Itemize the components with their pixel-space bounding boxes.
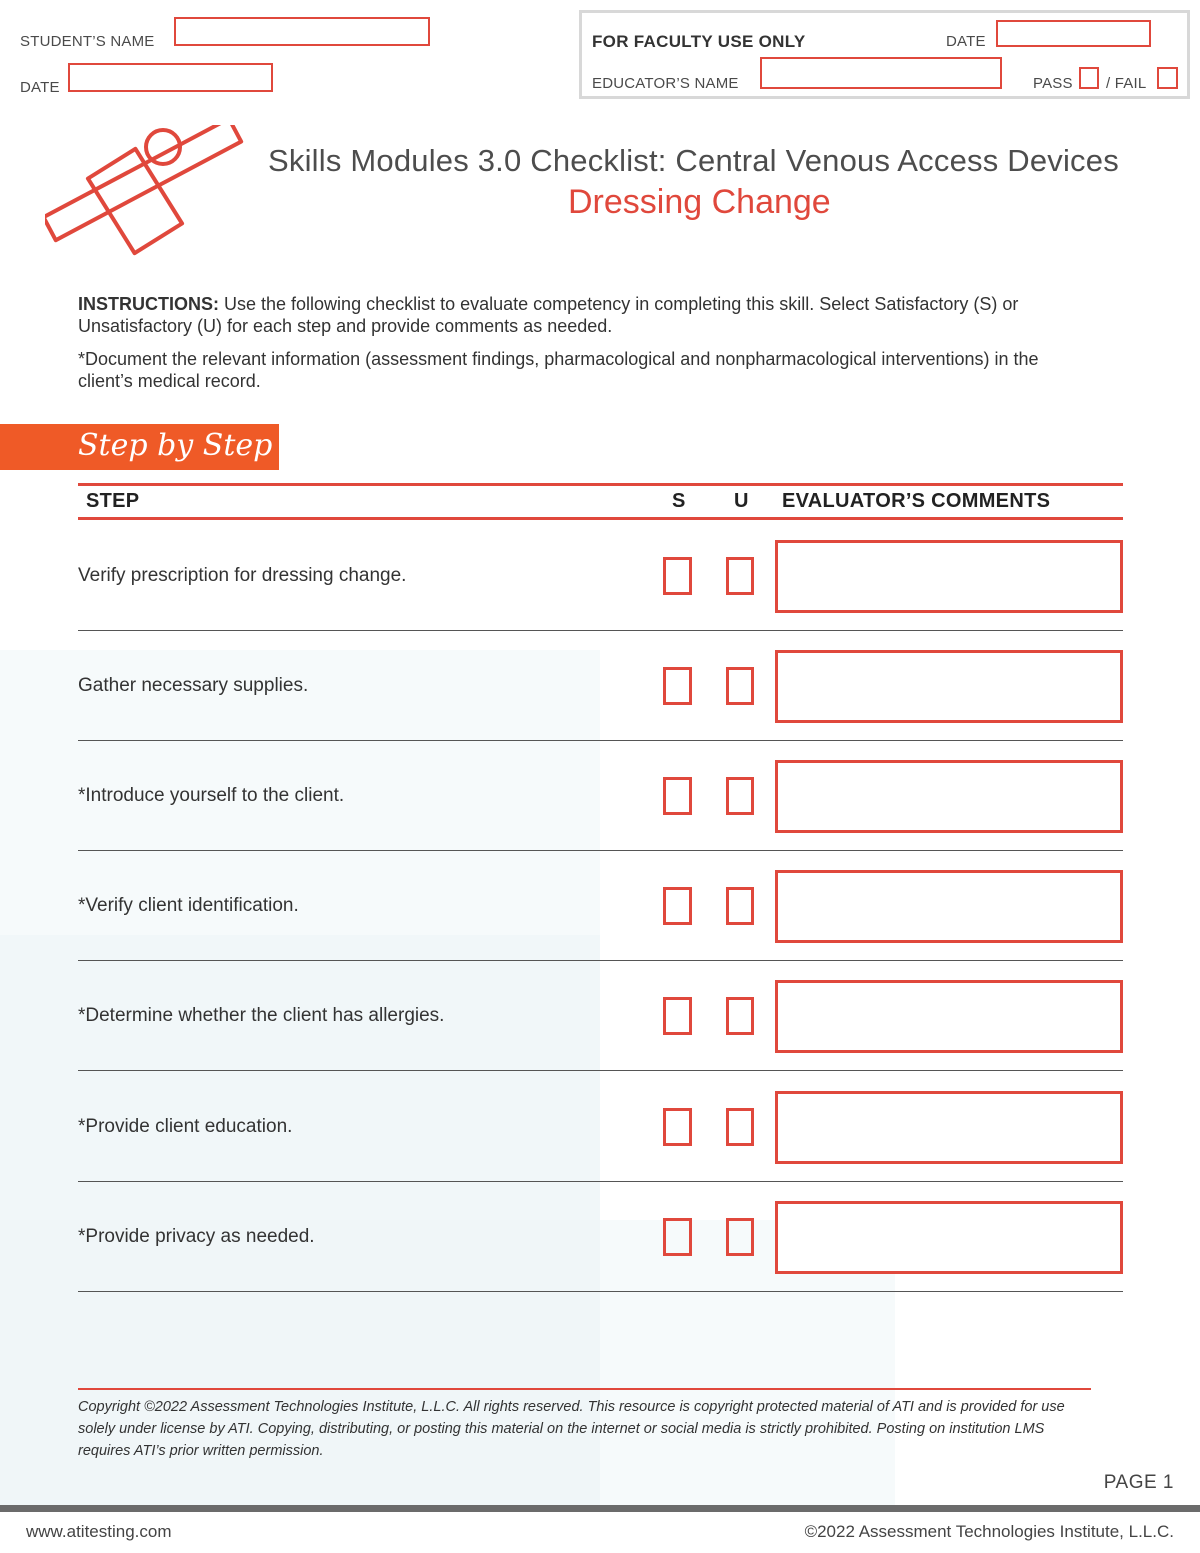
unsatisfactory-checkbox[interactable] xyxy=(726,997,754,1035)
step-text: *Verify client identification. xyxy=(78,895,299,916)
satisfactory-checkbox[interactable] xyxy=(663,1108,692,1146)
table-row xyxy=(78,741,1123,851)
satisfactory-checkbox[interactable] xyxy=(663,1218,692,1256)
step-column-header: STEP xyxy=(86,490,140,512)
student-name-label: STUDENT’S NAME xyxy=(20,33,155,50)
table-row xyxy=(78,961,1123,1071)
step-text: Gather necessary supplies. xyxy=(78,675,309,696)
step-text: *Provide client education. xyxy=(78,1116,293,1137)
evaluator-comments-field[interactable] xyxy=(775,1091,1123,1164)
educator-name-field[interactable] xyxy=(760,57,1002,89)
satisfactory-checkbox[interactable] xyxy=(663,777,692,815)
fail-checkbox[interactable] xyxy=(1157,67,1178,89)
page-title: Skills Modules 3.0 Checklist: Central Venous Access Devices xyxy=(268,143,1119,178)
instructions xyxy=(78,293,1068,337)
unsatisfactory-checkbox[interactable] xyxy=(726,777,754,815)
faculty-date-label: DATE xyxy=(946,33,986,50)
unsatisfactory-checkbox[interactable] xyxy=(726,557,754,595)
faculty-title: FOR FACULTY USE ONLY xyxy=(592,32,806,51)
table-row xyxy=(78,1072,1123,1182)
satisfactory-checkbox[interactable] xyxy=(663,997,692,1035)
satisfactory-checkbox[interactable] xyxy=(663,557,692,595)
page-subtitle: Dressing Change xyxy=(568,183,831,221)
row-divider xyxy=(78,1291,1123,1292)
row-divider xyxy=(78,1070,1123,1071)
footer-bar xyxy=(0,1505,1200,1512)
faculty-date-field[interactable] xyxy=(996,20,1151,47)
student-date-field[interactable] xyxy=(68,63,273,92)
table-row xyxy=(78,521,1123,631)
educator-name-label: EDUCATOR’S NAME xyxy=(592,75,739,92)
banner-label: Step by Step xyxy=(78,428,273,463)
step-text: Verify prescription for dressing change. xyxy=(78,565,407,586)
satisfactory-checkbox[interactable] xyxy=(663,667,692,705)
pass-checkbox[interactable] xyxy=(1079,67,1099,89)
student-date-label: DATE xyxy=(20,79,60,96)
step-text: *Provide privacy as needed. xyxy=(78,1226,315,1247)
copyright-notice: Copyright ©2022 Assessment Technologies Institute, L.L.C. All rights reserved. This resource is copyright protected material of ATI and is provided for use solely under license by ATI. Copying, distributing, or posting this material on the internet or social media is strictly prohibited. Posting on institution LMS requires ATI’s prior written permission. xyxy=(78,1399,1065,1459)
copyright-rule xyxy=(78,1388,1091,1390)
table-header-bottom-rule xyxy=(78,517,1123,520)
student-name-field[interactable] xyxy=(174,17,430,46)
evaluator-comments-field[interactable] xyxy=(775,540,1123,613)
evaluator-comments-field[interactable] xyxy=(775,760,1123,833)
step-text: *Introduce yourself to the client. xyxy=(78,785,345,806)
step-by-step-banner xyxy=(0,424,279,470)
website-link[interactable]: www.atitesting.com xyxy=(26,1522,172,1541)
table-row xyxy=(78,1182,1123,1292)
unsatisfactory-checkbox[interactable] xyxy=(726,1218,754,1256)
table-header-top-rule xyxy=(78,483,1123,486)
evaluator-comments-field[interactable] xyxy=(775,870,1123,943)
instructions-label: INSTRUCTIONS: xyxy=(78,294,219,314)
pass-label: PASS xyxy=(1033,75,1073,92)
evaluator-comments-field[interactable] xyxy=(775,650,1123,723)
unsatisfactory-checkbox[interactable] xyxy=(726,887,754,925)
comments-column-header: EVALUATOR’S COMMENTS xyxy=(782,490,1051,512)
fail-label: / FAIL xyxy=(1106,75,1147,92)
instructions-text: Use the following checklist to evaluate competency in completing this skill. Select Satisfactory (S) or Unsatisfactory (U) for each step and provide comments as needed. xyxy=(78,294,1019,336)
satisfactory-checkbox[interactable] xyxy=(663,887,692,925)
footer-copyright: ©2022 Assessment Technologies Institute, L.L.C. xyxy=(804,1522,1174,1541)
evaluator-comments-field[interactable] xyxy=(775,1201,1123,1274)
table-row xyxy=(78,851,1123,961)
step-text: *Determine whether the client has allergies. xyxy=(78,1005,445,1026)
s-column-header: S xyxy=(672,490,686,512)
u-column-header: U xyxy=(734,490,749,512)
documentation-note: *Document the relevant information (assessment findings, pharmacological and nonpharmacological interventions) in the client’s medical record. xyxy=(78,349,1039,391)
faculty-use-box xyxy=(579,10,1190,99)
table-row xyxy=(78,631,1123,741)
unsatisfactory-checkbox[interactable] xyxy=(726,667,754,705)
page-number: PAGE 1 xyxy=(1103,1472,1174,1493)
ati-figure-logo-icon xyxy=(45,125,255,270)
evaluator-comments-field[interactable] xyxy=(775,980,1123,1053)
unsatisfactory-checkbox[interactable] xyxy=(726,1108,754,1146)
